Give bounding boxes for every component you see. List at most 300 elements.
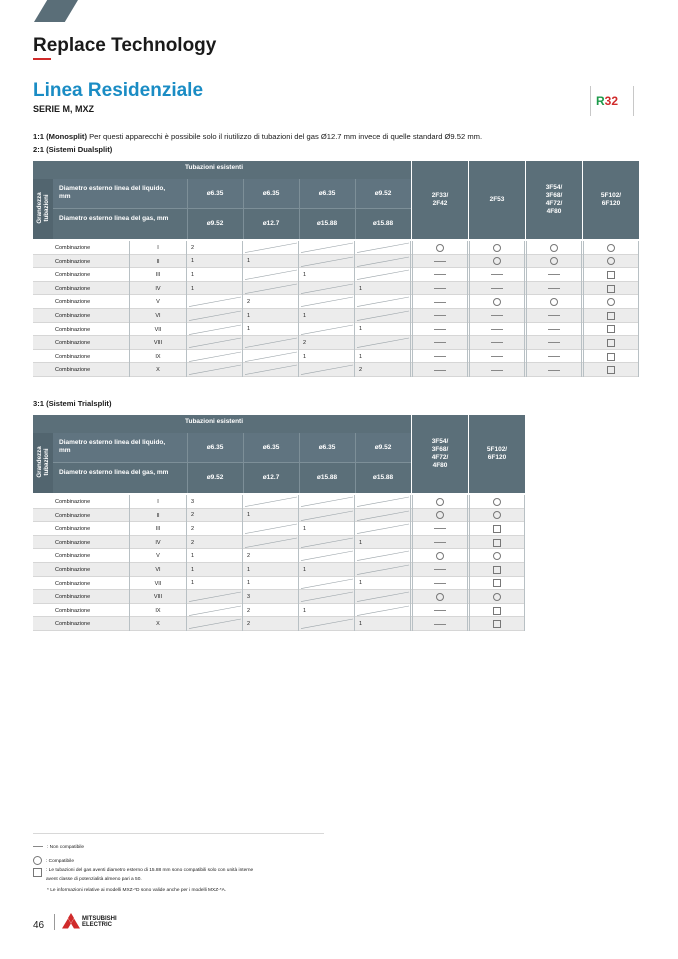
compat-cell	[469, 241, 525, 255]
row-number: III	[130, 522, 187, 536]
mitsubishi-logo-icon	[62, 913, 80, 929]
pipe-count-value: 2	[247, 621, 251, 628]
table-row	[33, 563, 525, 577]
pipe-count-value: 1	[247, 566, 251, 573]
square-icon	[493, 525, 501, 533]
dash-icon	[434, 624, 446, 625]
pipe-count-value: 2	[247, 299, 251, 306]
pipe-count-value: 2	[247, 553, 251, 560]
pipe-count	[187, 350, 243, 364]
header-col-divider	[243, 179, 244, 239]
compat-cell	[469, 509, 525, 523]
pipe-count	[355, 549, 411, 563]
not-applicable-diagonal	[299, 282, 355, 296]
pipe-count	[299, 309, 355, 323]
pipe-count-value: 1	[359, 621, 363, 628]
pipe-count	[243, 495, 299, 509]
dash-icon	[434, 569, 446, 570]
row-label: Combinazione	[33, 563, 130, 577]
pipe-count-value: 1	[247, 512, 251, 519]
legend-item-conditional	[33, 868, 253, 882]
compat-cell	[526, 323, 582, 337]
pipe-count-value: 1	[191, 580, 195, 587]
square-icon	[607, 339, 615, 347]
pipe-count	[299, 268, 355, 282]
pipe-count	[299, 563, 355, 577]
not-applicable-diagonal	[355, 255, 411, 269]
circle-icon	[493, 498, 501, 506]
compat-cell	[469, 577, 525, 591]
header-col-divider	[299, 179, 300, 239]
compat-cell	[583, 336, 639, 350]
pipe-count-value: 1	[247, 326, 251, 333]
circle-icon	[550, 298, 558, 306]
pipe-count	[299, 590, 355, 604]
table-row	[33, 522, 525, 536]
compat-cell	[412, 295, 468, 309]
not-applicable-diagonal	[299, 295, 355, 309]
circle-icon	[550, 244, 558, 252]
dash-icon	[434, 329, 446, 330]
compat-cell	[583, 282, 639, 296]
not-applicable-diagonal	[187, 590, 243, 604]
pipe-count-value: 1	[247, 580, 251, 587]
not-applicable-diagonal	[355, 604, 411, 618]
header-col-divider	[187, 179, 188, 239]
compat-cell	[412, 255, 468, 269]
liquid-diameter: ø6.35	[318, 190, 336, 197]
compat-cell	[469, 617, 525, 631]
pipe-count	[299, 350, 355, 364]
row-number: VIII	[130, 590, 187, 604]
table-row	[33, 295, 639, 309]
compat-cell	[412, 617, 468, 631]
dash-icon	[33, 846, 43, 847]
pipe-count	[355, 563, 411, 577]
compat-cell	[526, 363, 582, 377]
dash-icon	[548, 329, 560, 330]
compat-cell	[469, 323, 525, 337]
pipe-count-value: 1	[247, 258, 251, 265]
table-row	[33, 363, 639, 377]
row-label: Combinazione	[33, 309, 130, 323]
square-icon	[607, 312, 615, 320]
dash-icon	[434, 356, 446, 357]
table-row	[33, 255, 639, 269]
table-row	[33, 590, 525, 604]
pipe-count	[299, 495, 355, 509]
square-icon	[493, 607, 501, 615]
pipe-count	[243, 282, 299, 296]
gas-label: Diametro esterno linea del gas, mm	[59, 215, 169, 222]
circle-icon	[493, 298, 501, 306]
side-label-cell	[33, 179, 53, 239]
row-number: V	[130, 549, 187, 563]
side-label: Grandezza tubazioni	[36, 446, 50, 478]
model-header	[526, 161, 582, 239]
not-applicable-diagonal	[355, 336, 411, 350]
pipe-count	[355, 604, 411, 618]
pipe-count	[187, 282, 243, 296]
compat-cell	[412, 522, 468, 536]
pipe-count-value: 1	[303, 566, 307, 573]
pipe-count-value: 2	[247, 607, 251, 614]
dash-icon	[491, 356, 503, 357]
not-applicable-diagonal	[299, 549, 355, 563]
compat-cell	[412, 509, 468, 523]
gas-diameter: ø12.7	[262, 220, 280, 227]
table-row	[33, 604, 525, 618]
compat-cell	[469, 549, 525, 563]
row-label: Combinazione	[33, 536, 130, 550]
dash-icon	[434, 302, 446, 303]
dash-icon	[434, 315, 446, 316]
liquid-diameter: ø6.35	[262, 190, 280, 197]
compat-cell	[526, 255, 582, 269]
not-applicable-diagonal	[299, 495, 355, 509]
pipe-count-value: 1	[303, 607, 307, 614]
pipe-count	[243, 350, 299, 364]
row-label: Combinazione	[33, 268, 130, 282]
compat-cell	[469, 350, 525, 364]
pipe-count	[299, 509, 355, 523]
pipe-count	[243, 509, 299, 523]
dash-icon	[434, 610, 446, 611]
pipe-count	[355, 590, 411, 604]
table-row	[33, 241, 639, 255]
not-applicable-diagonal	[299, 363, 355, 377]
section-title: Linea Residenziale	[33, 80, 204, 101]
pipe-count	[355, 522, 411, 536]
pipe-count	[187, 309, 243, 323]
pipe-count-value: 3	[191, 498, 195, 505]
pipe-count	[355, 282, 411, 296]
compat-cell	[469, 268, 525, 282]
circle-icon	[493, 511, 501, 519]
gas-diameter: ø15.88	[316, 220, 338, 227]
liquid-label: Diametro esterno linea del liquido, mm	[59, 185, 166, 200]
pipe-count	[243, 563, 299, 577]
row-number: IV	[130, 536, 187, 550]
row-label: Combinazione	[33, 336, 130, 350]
pipe-count	[299, 549, 355, 563]
compat-cell	[526, 282, 582, 296]
square-icon	[493, 579, 501, 587]
row-label: Combinazione	[33, 495, 130, 509]
pipe-count	[243, 522, 299, 536]
row-label: Combinazione	[33, 282, 130, 296]
table-row	[33, 282, 639, 296]
pipe-count	[299, 536, 355, 550]
monosplit-note	[33, 132, 482, 141]
gas-diameter: ø9.52	[206, 474, 224, 481]
gas-diameter: ø12.7	[262, 474, 280, 481]
pipe-count	[243, 241, 299, 255]
row-number: VII	[130, 577, 187, 591]
model-name: 2F53	[489, 196, 505, 203]
legend-dash-text: : Non compatibile	[47, 845, 85, 850]
circle-icon	[493, 593, 501, 601]
pipe-count	[187, 241, 243, 255]
row-label: Combinazione	[33, 255, 130, 269]
circle-icon	[550, 257, 558, 265]
pipe-count-value: 2	[191, 244, 195, 251]
model-header	[469, 415, 525, 493]
pipe-count-value: 1	[303, 312, 307, 319]
square-icon	[33, 868, 42, 877]
dash-icon	[434, 261, 446, 262]
row-number: IX	[130, 350, 187, 364]
legend-footnote: * Le informazioni relative ai modelli MXZ-*D sono valide anche per i modelli MXZ-*A.	[47, 888, 227, 893]
pipe-count-value: 1	[303, 271, 307, 278]
row-label: Combinazione	[33, 604, 130, 618]
pipe-count	[187, 495, 243, 509]
row-number: V	[130, 295, 187, 309]
pipe-count	[187, 268, 243, 282]
pipe-count	[243, 549, 299, 563]
pipe-count	[243, 268, 299, 282]
compat-cell	[469, 295, 525, 309]
compat-cell	[412, 336, 468, 350]
not-applicable-diagonal	[299, 241, 355, 255]
corner-decoration	[34, 0, 78, 22]
pipe-count	[355, 617, 411, 631]
not-applicable-diagonal	[187, 350, 243, 364]
pipe-count	[243, 295, 299, 309]
row-number: VIII	[130, 336, 187, 350]
pipe-count	[355, 509, 411, 523]
header-row-divider	[53, 208, 411, 209]
not-applicable-diagonal	[355, 309, 411, 323]
not-applicable-diagonal	[299, 577, 355, 591]
circle-icon	[436, 498, 444, 506]
compat-cell	[412, 604, 468, 618]
header-col-divider	[355, 433, 356, 493]
compat-cell	[412, 590, 468, 604]
circle-icon	[493, 552, 501, 560]
pipe-count	[299, 241, 355, 255]
circle-icon	[436, 511, 444, 519]
not-applicable-diagonal	[243, 268, 299, 282]
pipe-count	[243, 255, 299, 269]
circle-icon	[436, 593, 444, 601]
pipe-count	[243, 309, 299, 323]
compat-cell	[526, 309, 582, 323]
pipe-count	[355, 268, 411, 282]
brand-line-1: MITSUBISHI	[82, 916, 117, 922]
row-label: Combinazione	[33, 590, 130, 604]
dash-icon	[434, 542, 446, 543]
table-row	[33, 309, 639, 323]
refrigerant-badge: R32	[596, 94, 619, 108]
pipe-count-value: 1	[359, 285, 363, 292]
pipe-count	[187, 336, 243, 350]
not-applicable-diagonal	[243, 282, 299, 296]
compat-cell	[583, 255, 639, 269]
pipe-count-value: 1	[191, 553, 195, 560]
not-applicable-diagonal	[355, 295, 411, 309]
row-number: I	[130, 241, 187, 255]
pipe-count	[355, 363, 411, 377]
row-number: III	[130, 268, 187, 282]
liquid-label: Diametro esterno linea del liquido, mm	[59, 439, 166, 454]
pipe-count	[187, 509, 243, 523]
pipe-count-value: 1	[191, 566, 195, 573]
row-label: Combinazione	[33, 577, 130, 591]
header-col-divider	[243, 433, 244, 493]
not-applicable-diagonal	[187, 363, 243, 377]
not-applicable-diagonal	[355, 563, 411, 577]
table-row	[33, 323, 639, 337]
row-number: IV	[130, 282, 187, 296]
pipe-count	[299, 363, 355, 377]
not-applicable-diagonal	[355, 509, 411, 523]
square-icon	[607, 366, 615, 374]
compat-cell	[583, 241, 639, 255]
compat-cell	[412, 268, 468, 282]
monosplit-text: Per questi apparecchi è possibile solo il riutilizzo di tubazioni del gas Ø12.7 mm invece di quelle standard Ø9.52 mm.	[87, 132, 483, 141]
compat-cell	[583, 350, 639, 364]
pipe-count-value: 1	[191, 285, 195, 292]
pipe-count	[355, 536, 411, 550]
legend-item-not-compatible	[33, 845, 84, 850]
compat-cell	[583, 323, 639, 337]
brand-name	[82, 916, 117, 928]
pipe-count	[187, 255, 243, 269]
side-label: Grandezza tubazioni	[36, 192, 50, 224]
legend-square-text-2: avent classe di potenzialità almeno pari a 50.	[46, 877, 142, 882]
dash-icon	[491, 288, 503, 289]
pipe-count	[299, 295, 355, 309]
gas-label: Diametro esterno linea del gas, mm	[59, 469, 169, 476]
pipe-count	[355, 241, 411, 255]
circle-icon	[607, 257, 615, 265]
model-header	[412, 161, 468, 239]
compat-cell	[412, 536, 468, 550]
pipe-count	[187, 549, 243, 563]
row-number: X	[130, 617, 187, 631]
pipe-count-value: 1	[359, 353, 363, 360]
row-label: Combinazione	[33, 350, 130, 364]
pipe-count	[187, 617, 243, 631]
compat-cell	[412, 549, 468, 563]
compat-cell	[583, 295, 639, 309]
square-icon	[493, 620, 501, 628]
not-applicable-diagonal	[243, 536, 299, 550]
circle-icon	[436, 244, 444, 252]
gas-diameter: ø15.88	[372, 474, 394, 481]
pipe-count	[299, 577, 355, 591]
dash-icon	[548, 356, 560, 357]
row-number: VI	[130, 563, 187, 577]
pipe-count	[299, 282, 355, 296]
pipe-count	[355, 577, 411, 591]
trial-title: 3:1 (Sistemi Trialsplit)	[33, 399, 112, 408]
compat-cell	[469, 563, 525, 577]
pipe-count	[187, 590, 243, 604]
not-applicable-diagonal	[187, 323, 243, 337]
model-name: 3F54/ 3F68/ 4F72/ 4F80	[545, 184, 563, 215]
group-header: Tubazioni esistenti	[185, 164, 244, 171]
model-header	[469, 161, 525, 239]
circle-icon	[607, 244, 615, 252]
liquid-diameter: ø6.35	[206, 444, 224, 451]
compat-cell	[469, 495, 525, 509]
row-label: Combinazione	[33, 509, 130, 523]
not-applicable-diagonal	[355, 590, 411, 604]
compat-cell	[412, 363, 468, 377]
gas-diameter: ø15.88	[316, 474, 338, 481]
row-label: Combinazione	[33, 295, 130, 309]
footer-separator	[54, 914, 55, 930]
liquid-diameter: ø6.35	[262, 444, 280, 451]
liquid-diameter: ø9.52	[374, 190, 392, 197]
table-row	[33, 617, 525, 631]
compat-cell	[469, 522, 525, 536]
dash-icon	[434, 288, 446, 289]
not-applicable-diagonal	[355, 522, 411, 536]
not-applicable-diagonal	[187, 604, 243, 618]
dash-icon	[548, 342, 560, 343]
circle-icon	[493, 244, 501, 252]
row-number: II	[130, 509, 187, 523]
circle-icon	[493, 257, 501, 265]
pipe-count	[187, 604, 243, 618]
compat-cell	[526, 295, 582, 309]
header-row-divider	[53, 462, 411, 463]
page-title: Replace Technology	[33, 35, 217, 56]
pipe-count	[243, 590, 299, 604]
not-applicable-diagonal	[299, 536, 355, 550]
compat-cell	[469, 604, 525, 618]
pipe-count	[243, 604, 299, 618]
pipe-count	[299, 522, 355, 536]
model-name: 3F54/ 3F68/ 4F72/ 4F80	[431, 438, 449, 469]
pipe-count-value: 1	[359, 580, 363, 587]
pipe-count	[299, 255, 355, 269]
row-number: VII	[130, 323, 187, 337]
legend-square-text-1: : Le tubazioni del gas aventi diametro esterno di 15.88 mm sono compatibili solo con unità interne	[46, 868, 254, 873]
not-applicable-diagonal	[243, 336, 299, 350]
compat-cell	[412, 350, 468, 364]
compat-cell	[583, 363, 639, 377]
dual-title: 2:1 (Sistemi Dualsplit)	[33, 145, 113, 154]
square-icon	[607, 285, 615, 293]
row-label: Combinazione	[33, 241, 130, 255]
trialsplit-table	[33, 415, 521, 629]
gas-diameter: ø15.88	[372, 220, 394, 227]
table-row	[33, 509, 525, 523]
table-row	[33, 495, 525, 509]
liquid-diameter: ø6.35	[318, 444, 336, 451]
pipe-count-value: 3	[247, 593, 251, 600]
pipe-count	[355, 350, 411, 364]
not-applicable-diagonal	[299, 617, 355, 631]
model-name: 5F102/ 6F120	[486, 446, 508, 461]
not-applicable-diagonal	[299, 323, 355, 337]
compat-cell	[526, 336, 582, 350]
liquid-diameter: ø6.35	[206, 190, 224, 197]
pipe-count	[243, 536, 299, 550]
pipe-count	[243, 617, 299, 631]
dash-icon	[434, 274, 446, 275]
compat-cell	[469, 255, 525, 269]
table-row	[33, 350, 639, 364]
header-col-divider	[299, 433, 300, 493]
pipe-count	[299, 604, 355, 618]
dash-icon	[548, 370, 560, 371]
model-header	[412, 415, 468, 493]
